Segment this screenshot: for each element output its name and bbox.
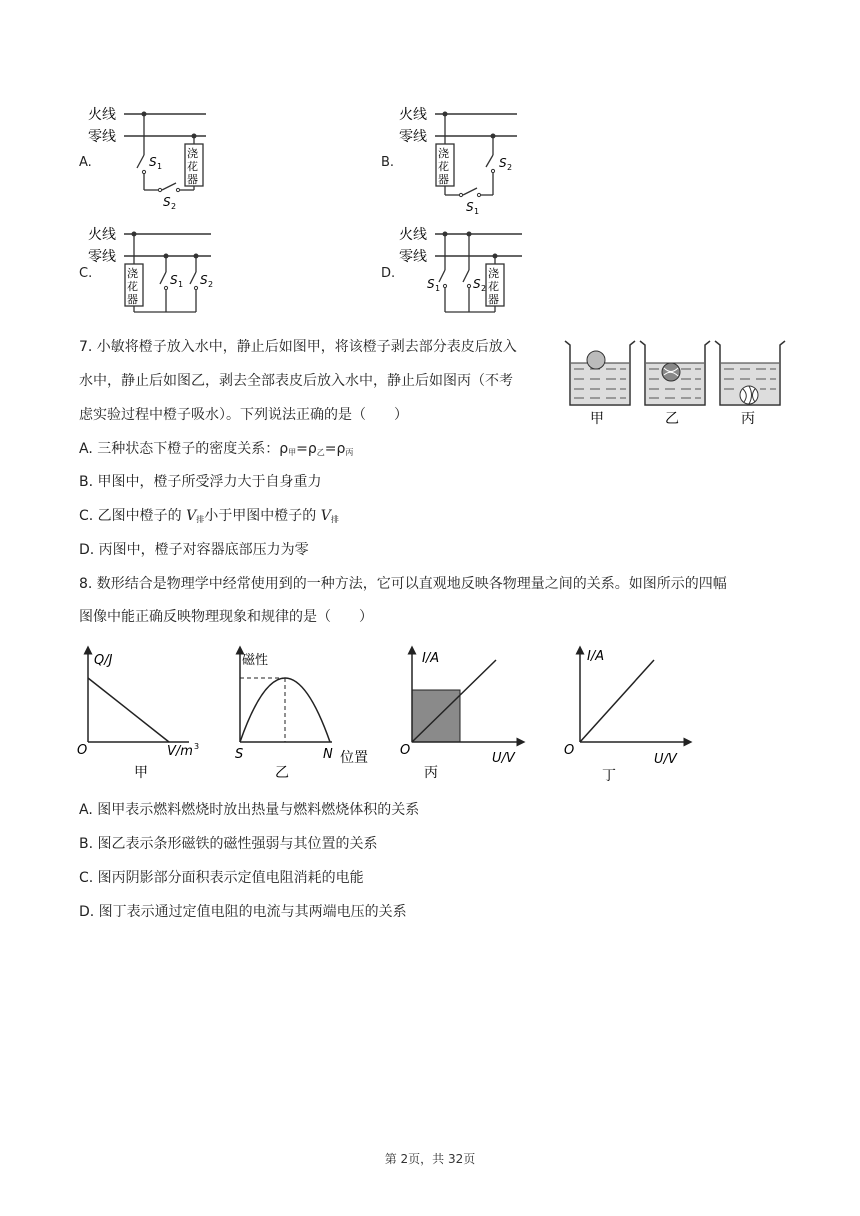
- svg-text:火线: 火线: [399, 227, 427, 243]
- circuit-diagram-b: [397, 100, 527, 215]
- svg-text:2: 2: [507, 163, 513, 172]
- svg-text:器: 器: [187, 173, 198, 186]
- svg-text:S: S: [473, 277, 481, 291]
- q8-line-2: 图像中能正确反映物理现象和规律的是（ ）: [79, 609, 373, 625]
- svg-text:位置: 位置: [340, 750, 368, 766]
- svg-text:器: 器: [438, 173, 449, 186]
- svg-text:I/A: I/A: [587, 649, 605, 664]
- svg-text:零线: 零线: [399, 249, 427, 265]
- svg-text:S: S: [466, 200, 474, 214]
- svg-text:S: S: [499, 156, 507, 170]
- svg-text:N: N: [323, 747, 333, 762]
- svg-text:S: S: [163, 195, 171, 209]
- svg-text:U/V: U/V: [492, 751, 515, 766]
- svg-text:火线: 火线: [399, 107, 427, 123]
- svg-text:3: 3: [194, 742, 200, 751]
- svg-text:S: S: [427, 277, 435, 291]
- svg-text:器: 器: [127, 293, 138, 306]
- svg-text:浇: 浇: [488, 267, 499, 280]
- svg-text:浇: 浇: [127, 267, 138, 280]
- svg-text:浇: 浇: [438, 147, 449, 160]
- svg-text:零线: 零线: [88, 129, 116, 145]
- svg-text:S: S: [170, 273, 178, 287]
- graph-bing: [396, 642, 536, 782]
- svg-text:S: S: [149, 155, 157, 169]
- beaker-label-jia: 甲: [590, 411, 604, 427]
- svg-text:磁性: 磁性: [242, 653, 269, 668]
- q7-option-b: B. 甲图中，橙子所受浮力大于自身重力: [79, 474, 322, 490]
- svg-text:1: 1: [178, 280, 184, 289]
- q7-option-d: D. 丙图中，橙子对容器底部压力为零: [79, 542, 309, 558]
- graph-ding: [560, 642, 700, 782]
- svg-text:火线: 火线: [88, 107, 116, 123]
- beaker-label-bing: 丙: [741, 411, 755, 427]
- svg-text:I/A: I/A: [422, 651, 440, 666]
- svg-text:S: S: [235, 747, 244, 762]
- beaker-yi: [640, 341, 710, 405]
- svg-text:乙: 乙: [275, 765, 289, 781]
- q8-option-d: D. 图丁表示通过定值电阻的电流与其两端电压的关系: [79, 904, 407, 920]
- svg-text:浇: 浇: [187, 147, 198, 160]
- svg-text:1: 1: [435, 284, 441, 293]
- svg-text:Q/J: Q/J: [94, 653, 113, 668]
- circuit-diagram-c: [86, 220, 221, 325]
- circuit-diagram-a: [86, 100, 216, 215]
- svg-text:花: 花: [438, 160, 449, 173]
- svg-text:S: S: [200, 273, 208, 287]
- svg-text:丙: 丙: [424, 765, 438, 781]
- beaker-bing: [715, 341, 785, 405]
- svg-text:O: O: [400, 743, 411, 758]
- option-c-label: C.: [79, 266, 93, 281]
- beaker-jia: [565, 341, 635, 405]
- svg-text:器: 器: [488, 293, 499, 306]
- circuit-diagram-d: [397, 220, 532, 325]
- q7-line-3: 虑实验过程中橙子吸水）。下列说法正确的是（ ）: [79, 407, 408, 423]
- q7-line-2: 水中，静止后如图乙，剥去全部表皮后放入水中，静止后如图丙（不考: [79, 373, 513, 389]
- svg-text:丁: 丁: [602, 768, 616, 782]
- svg-text:火线: 火线: [88, 227, 116, 243]
- svg-text:V/m: V/m: [167, 744, 193, 759]
- svg-text:O: O: [77, 743, 88, 758]
- svg-text:2: 2: [171, 202, 177, 211]
- q8-line-1: 8. 数形结合是物理学中经常使用到的一种方法，它可以直观地反映各物理量之间的关系。如图所示的四幅: [79, 576, 727, 592]
- q8-option-b: B. 图乙表示条形磁铁的磁性强弱与其位置的关系: [79, 836, 378, 852]
- graph-yi: [232, 642, 382, 782]
- q7-line-1: 7. 小敏将橙子放入水中，静止后如图甲，将该橙子剥去部分表皮后放入: [79, 339, 517, 355]
- graph-jia: [74, 642, 234, 782]
- svg-text:2: 2: [481, 284, 487, 293]
- beaker-label-yi: 乙: [665, 411, 679, 427]
- option-d-label: D.: [381, 266, 396, 281]
- option-a-label: A.: [79, 155, 92, 170]
- svg-text:O: O: [564, 743, 575, 758]
- q8-option-a: A. 图甲表示燃料燃烧时放出热量与燃料燃烧体积的关系: [79, 802, 420, 818]
- svg-text:花: 花: [127, 280, 138, 293]
- option-b-label: B.: [381, 155, 395, 170]
- svg-text:零线: 零线: [88, 249, 116, 265]
- page-footer: 第 2页，共 32页: [384, 1152, 476, 1166]
- svg-text:1: 1: [474, 207, 480, 215]
- svg-text:花: 花: [488, 280, 499, 293]
- svg-text:甲: 甲: [134, 765, 148, 781]
- svg-text:1: 1: [157, 162, 163, 171]
- svg-text:U/V: U/V: [654, 752, 677, 767]
- svg-text:花: 花: [187, 160, 198, 173]
- svg-text:2: 2: [208, 280, 214, 289]
- q7-option-a: A. 三种状态下橙子的密度关系：$\rho_甲=\rho_乙=\rho_丙$: [79, 441, 354, 457]
- beakers-figure: [560, 333, 792, 428]
- q8-option-c: C. 图丙阴影部分面积表示定值电阻消耗的电能: [79, 870, 364, 886]
- q7-option-c: C. 乙图中橙子的 $V_排$小于甲图中橙子的 $V_排$: [79, 508, 339, 524]
- svg-text:零线: 零线: [399, 129, 427, 145]
